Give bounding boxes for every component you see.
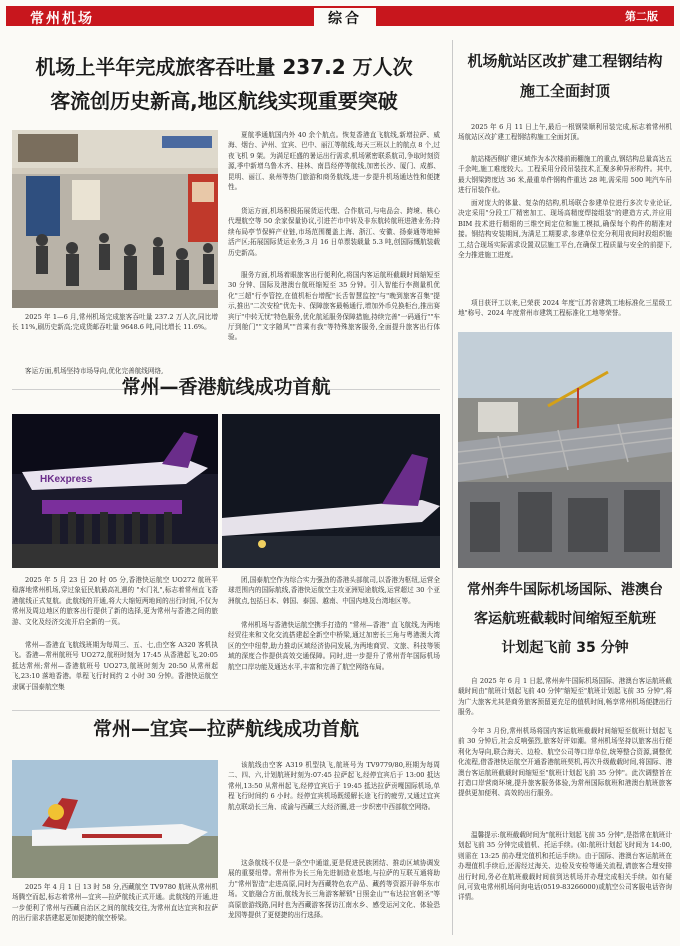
article-4-headline	[458, 46, 672, 106]
article-1-title-line-1: 机场上半年完成旅客吞吐量 237.2 万人次	[35, 55, 413, 79]
steel-construction-photo	[458, 332, 672, 568]
masthead-brand: 常州机场	[30, 11, 94, 27]
article-4-body-1: 2025 年 6 月 11 日上午,最后一根钢梁顺利吊装完成,标志着常州机场航站区改扩建工程钢结构施工全面封顶。	[458, 123, 672, 142]
article-5-headline	[458, 576, 672, 663]
masthead-section: 综合	[314, 8, 376, 28]
article-2-title: 常州—香港航线成功首航	[121, 376, 331, 398]
divider-2	[12, 710, 440, 711]
article-1-body-3: 货运方面,机场积极拓展货运代理、合作航司,与电品会、跨境、核心代理航空等 50 余家保量协议,引进芒市中转及非东航转航班进港业务;持续布局亭节保鲜产业链,市场范围覆盖上海、浙江、安徽、扬泰通等地鲜活产区;拓展国际货运业务,3 月 16 日单票装载量 5.3 吨,创国际慨航装载历史新高。	[228, 207, 440, 257]
article-3-body-2: 该航线由空客 A319 机型执飞,航班号为 TV9779/80,班期为每周二、四、六,计划航班时刻为:07:45 拉萨起飞,经停宜宾后于 13:00 抵达常州,13:50 从常州起飞,经停宜宾后于 19:45 抵达拉萨贡嘎国际机场,单程飞行时间约 6 小时。经停宜宾机场既缓解长途飞行的疲劳,又通过宜宾航点联动长三角、成渝与西藏三大经济圈,进一步织密中西部航空网络。	[228, 761, 440, 811]
article-4-body-3: 面对庞大的体量、复杂的结构,机场联合参建单位进行多次专业论证,决定采用"分段工厂精密加工、现场高精度焊接组装"的建造方式,并应用 BIM 技术进行精细的三维空间定位和施工模拟,确保每个构件的精准对接。钢结构安装期间,为满足工期要求,参建单位充分利用夜间时段组织施工,结合现场实际需求设置双层施工平台,在确保工程质量与安全的前提下,全力推进施工进度。	[458, 199, 672, 260]
article-3-title: 常州—宜宾—拉萨航线成功首航	[92, 718, 359, 740]
article-5-title-line-1: 常州奔牛国际机场国际、港澳台	[467, 582, 663, 598]
article-5-body-2: 今年 3 月份,常州机场将国内客运航班截载时间缩短至航班计划起飞前 30 分钟后,社会反响强烈,旅客好评如潮。常州机场坚持以旅客出行便利化为导向,联合海关、边检、航空公司等口岸单位,统筹整合资源,调整优化流程,借香港快运航空开通香港航班契机,再次升级截载时间,将国际、港澳台客运航班截载时间缩短至"航班计划起飞前 35 分钟"。此次调整旨在打造口岸营商环境,提升旅客服务体验,为常州国际航班和港澳台航班旅客提供更加便利、高效的出行服务。	[458, 727, 672, 798]
column-divider	[452, 40, 453, 935]
article-1-headline	[14, 50, 434, 118]
svg-text:HKexpress: HKexpress	[40, 474, 93, 485]
article-2-body-3: 团,国泰航空作为综合实力强劲的香港头部航司,以香港为枢纽,运营全球范围内的国际航线,香港快运航空主攻亚洲短途航线,运营超过 30 个亚洲航点,包括日本、韩国、泰国、越南、中国内地及台湾地区等。	[228, 576, 440, 605]
article-5-title-line-2: 客运航班截载时间缩短至航班	[474, 611, 656, 627]
article-1-body-2: 夏航季通航国内外 40 余个航点。恢复香港直飞航线,新增拉萨、威海、烟台、泸州、宜宾、巴中、丽江等航线,每天三班以上的航点 8 个,过夜飞机 9 架。为满足旺盛的暑运出行需求,机场紧密联系航司,争取时刻资源,季中新增乌鲁木齐、桂林、南昌经停等航线,加密长沙、厦门、成都、昆明、丽江、泉州等热门旅游和商务航线,进一步提升机场通达性和便捷性。	[228, 131, 440, 192]
article-4-body-4: 项目获评工以来,已荣获 2024 年度"江苏省建筑工地标准化三星级工地"称号、2024 年度常州市建筑工程标准化工地等荣誉。	[458, 299, 672, 318]
terminal-crowd-photo	[12, 130, 218, 308]
article-2-body-1: 2025 年 5 月 23 日 20 时 05 分,香港快运航空 UO272 航班平稳落地常州机场,穿过象征民航最高礼遇的 "水门礼",标志着常州直飞香港航线正式复航。此航线的开通,将大大缩短两地间的出行时间,不仅为常州及周边地区的旅客出行提供了新的选择,更为常州与香港之间的旅游、文化及经济交流开启全新的一页。	[12, 576, 218, 626]
article-5-body-1: 自 2025 年 6 月 1 日起,常州奔牛国际机场国际、港澳台客运航班截载时间由"航班计划起飞前 40 分钟"缩短至"航班计划起飞前 35 分钟",将为广大旅客尤其是商务旅客预留更充足的值机时间,畅享常州机场便捷出行服务。	[458, 677, 672, 717]
article-3-body-3: 这条航线不仅是一条空中通道,更是促进民族团结、推动区域协调发展的重要纽带。常州作为长三角先进制造业基地,与拉萨的互联互通将助力"常州智造"走进高原,同时为西藏特色农产品、藏药等资源开辟华东市场。文旅融合方面,航线为长三角游客解锁"日照金山""布达拉宫朝圣"等高原旅游线路,同时也为西藏游客探访江南水乡、感受运河文化、体验恐龙园等提供了更便捷的出行选择。	[228, 859, 440, 920]
tibet-airlines-photo	[12, 760, 218, 878]
article-1-caption: 2025 年 1—6 月,常州机场完成旅客吞吐量 237.2 万人次,同比增长 11%,刷历史新高;完成货邮吞吐量 9648.6 吨,同比增长 11.6%。	[12, 313, 218, 332]
article-1-body-1: 客运方面,机场坚持市场导向,优化完善航线网络,	[25, 367, 164, 375]
article-2-body-2: 常州—香港直飞航线班期为每周三、五、七,由空客 A320 客机执飞。香港—常州航班号 UO272,航班时刻为 17:45 从香港起飞,20:05 抵达常州;常州—香港航班号 UO273,航班时刻为 20:50 从常州起飞,23:10 落地香港。单程飞行时间约 2 小时 30 分钟。香港快运航空隶属于国泰航空集	[12, 641, 218, 691]
article-1-title-line-2: 客流创历史新高,地区航线实现重要突破	[50, 89, 398, 113]
article-2-body-4: 常州机场与香港快运航空携手打造的 "常州—香港" 直飞航线,为两地经贸往来和文化交流搭建起全新空中桥梁,通过加密长三角与粤港澳大湾区的空中纽带,助力推动区域经济协同发展,为两地商贸、文旅、科技等领域的深度合作提供高效交通保障。同时,进一步提升了常州青年国际机场航空口岸功能及通达水平,丰富和完善了航空网络布局。	[228, 621, 440, 671]
article-4-title-line-1: 机场航站区改扩建工程钢结构	[467, 52, 663, 70]
article-4-title-line-2: 施工全面封顶	[519, 82, 610, 100]
article-3-body-1: 2025 年 4 月 1 日 13 时 58 分,西藏航空 TV9780 航班从常州机场腾空而起,标志着常州—宜宾—拉萨航线正式开通。此航线的开通,进一步便利了常州与西藏自治区之间的航线交往,为常州直达宜宾和拉萨的出行需求搭建起更加便捷的航空桥梁。	[12, 883, 218, 923]
hk-aircraft-night-photo	[222, 414, 440, 568]
masthead-page-label: 第二版	[625, 10, 658, 23]
article-5-title-line-3: 计划起飞前 35 分钟	[501, 640, 629, 656]
hk-express-ceremony-photo	[12, 414, 218, 568]
article-5-body-3: 温馨提示:航班截载时间为"航班计划起飞前 35 分钟",是指常在航班计划起飞前 35 分钟完成值机、托运手续。(如:航班计划起飞时间为 14:00,则需在 13:25 前办理完值机和托运手续)。由于国际、港澳台客运航班在办理值机手续后,还需经过海关、边检及安检等通关流程,请旅客合理安排出行时间,务必在航班截载时间前到达机场并办理完成相关手续。如有疑问,可致电常州机场问询电话(0519-83266000)或航空公司客服电话咨询详情。	[458, 831, 672, 902]
masthead	[0, 0, 680, 32]
article-4-body-2: 航站楼西侧扩建区域作为本次楼前雨棚施工的重点,钢结构总量高达五千余吨,施工难度较大。工程采用分段吊装技术,汇聚多种异形构件。其中,最大钢梁跨度达 36 米,最重单件钢构件重达 28 吨,需采用 500 吨汽车吊进行吊装作业。	[458, 155, 672, 195]
article-1-body-4: 服务方面,机场着眼旅客出行便利化,将国内客运航班截载时间缩短至 30 分钟、国际及港澳台航班缩短至 35 分钟。引入智能行李测量机优化"三超"行李管控,在值机柜台增配"长舌智慧监控"与"晚到旅客召集"提示,推出"二次安检"优先卡、保障旅客最畅通行,增加外币兑换柜台,推出赛宾厅"中转无忧"特色服务,优化航延服务保障措施,持续完善"一码通行""车厅到舱门""文字随风""首乘有我"等特殊旅客服务,全面提升旅客出行体验。	[228, 271, 440, 342]
